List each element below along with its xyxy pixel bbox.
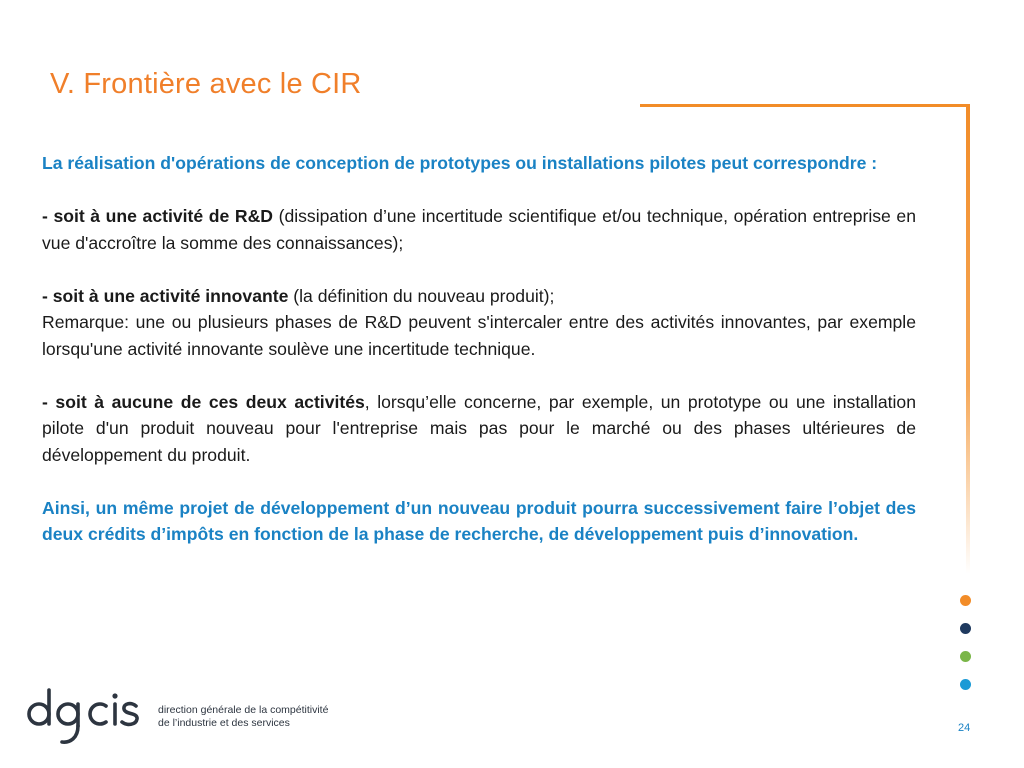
conclusion-paragraph: Ainsi, un même projet de développement d’un nouveau produit pourra successivement faire l’objet des deux crédits d’impôts en fonction de la phase de recherche, de développement puis d’innovation. (42, 497, 916, 544)
blue-dot (960, 679, 971, 690)
logo-line-1: direction générale de la compétitivité (158, 704, 329, 716)
item-rd-lead: - soit à une activité de R&D (42, 206, 273, 226)
logo-dot (112, 693, 117, 698)
remark-paragraph: Remarque: une ou plusieurs phases de R&D peuvent s'intercaler entre des activités innovantes, par exemple lorsqu'une activité innovante soulève une incertitude technique. (42, 312, 916, 359)
item-neither-text: , lorsqu’elle concerne, par exemple, un prototype ou une installation pilote d'un produit nouveau pour l'entreprise mais pas pour le marché ou des phases ultérieures de développement du produit. (42, 391, 916, 465)
item-neither-lead: - soit à aucune de ces deux activités (42, 391, 365, 412)
navy-dot (960, 623, 971, 634)
logo-wordmark (0, 0, 1, 1)
orange-dot (960, 595, 971, 606)
intro-paragraph: La réalisation d'opérations de conception de prototypes ou installations pilotes peut correspondre : (42, 153, 878, 173)
item-rd-text: (dissipation d’une incertitude scientifique et/ou technique, opération entreprise en vue d'accroître la somme des connaissances); (42, 206, 916, 253)
frame-top-line (640, 104, 970, 107)
dgcis-logo (26, 686, 146, 746)
green-dot (960, 651, 971, 662)
slide-body (42, 150, 916, 548)
item-innovation-lead: - soit à une activité innovante (42, 285, 289, 306)
item-neither (42, 389, 916, 469)
logo-line-2: de l’industrie et des services (158, 717, 290, 729)
frame-side-line (966, 104, 970, 574)
slide-title: V. Frontière avec le CIR (50, 68, 362, 100)
item-innovation-text: (la définition du nouveau produit); (288, 285, 555, 306)
logo-caption (158, 704, 328, 730)
item-innovation (42, 283, 916, 310)
item-rd (42, 203, 916, 256)
page-number: 24 (958, 722, 971, 734)
